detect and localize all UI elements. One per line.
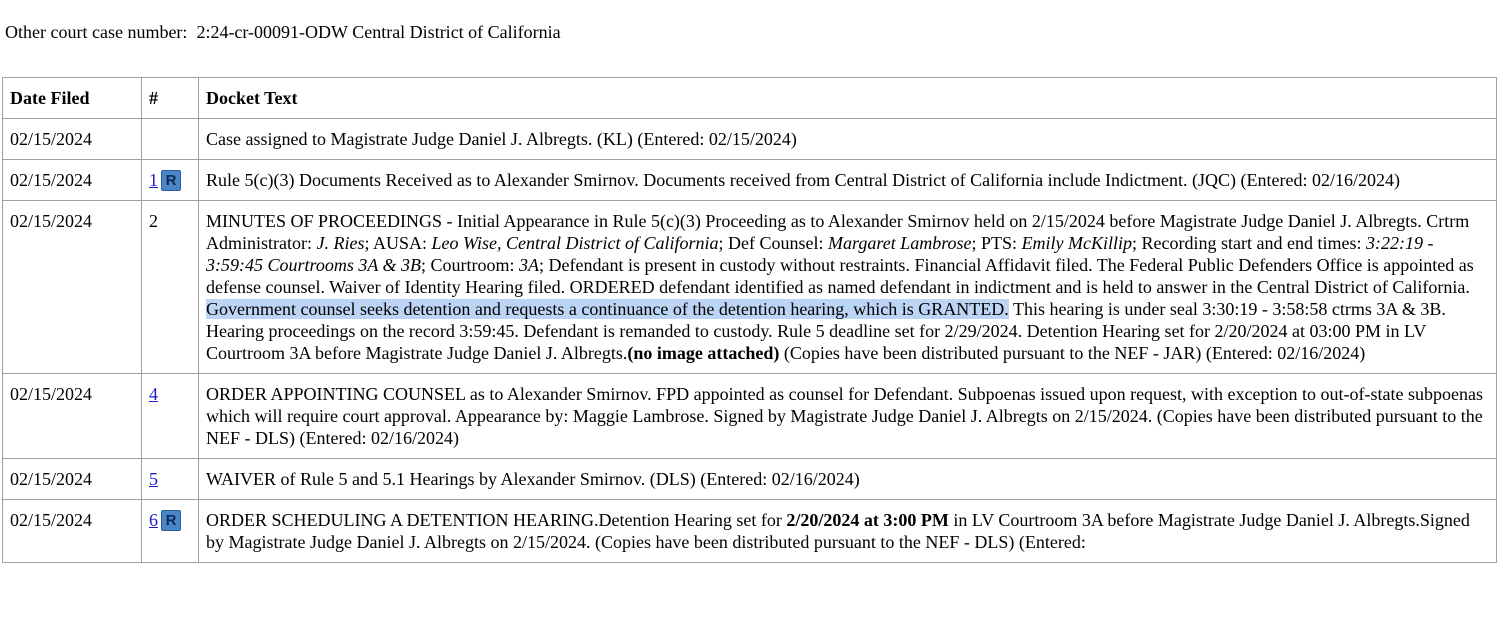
docket-row [3,500,1497,563]
docket-row [3,374,1497,459]
case-number-label: Other court case number: [5,22,188,42]
case-number-value: 2:24-cr-00091-ODW Central District of California [196,22,561,42]
header-number: # [142,78,199,119]
docket-row [3,459,1497,500]
docket-number-cell [142,459,199,500]
docket-text: Rule 5(c)(3) Documents Received as to Alexander Smirnov. Documents received from Central District of California include Indictment. (JQC) (Entered: 02/16/2024) [199,160,1497,201]
docket-text: MINUTES OF PROCEEDINGS - Initial Appearance in Rule 5(c)(3) Proceeding as to Alexander Smirnov held on 2/15/2024 before Magistrate Judge Daniel J. Albregts. Crtrm Administrator: J. Ries; AUSA: Leo Wise, Central District of California; Def Counsel: Margaret Lambrose; PTS: Emily McKillip; Recording start and end times: 3:22:19 - 3:59:45 Courtrooms 3A & 3B; Courtroom: 3A; Defendant is present in custody without restraints. Financial Affidavit filed. The Federal Public Defenders Office is appointed as defense counsel. Waiver of Identity Hearing filed. ORDERED defendant identified as named defendant in indictment and is held to answer in the Central District of California. Government counsel seeks detention and requests a continuance of the detention hearing, which is GRANTED. This hearing is under seal 3:30:19 - 3:58:58 ctrms 3A & 3B. Hearing proceedings on the record 3:59:45. Defendant is remanded to custody. Rule 5 deadline set for 2/29/2024. Detention Hearing set for 2/20/2024 at 03:00 PM in LV Courtroom 3A before Magistrate Judge Daniel J. Albregts.(no image attached) (Copies have been distributed pursuant to the NEF - JAR) (Entered: 02/16/2024) [199,201,1497,374]
docket-text: WAIVER of Rule 5 and 5.1 Hearings by Alexander Smirnov. (DLS) (Entered: 02/16/2024) [199,459,1497,500]
document-link-6[interactable]: 6 [149,510,158,530]
document-link-5[interactable]: 5 [149,469,158,489]
header-date-filed: Date Filed [3,78,142,119]
docket-number-cell [142,500,199,563]
restricted-badge-icon[interactable]: R [161,510,181,531]
date-filed: 02/15/2024 [3,160,142,201]
docket-text: ORDER APPOINTING COUNSEL as to Alexander Smirnov. FPD appointed as counsel for Defendant. Subpoenas issued upon request, with exception to out-of-state subpoenas which will require court approval. Appearance by: Maggie Lambrose. Signed by Magistrate Judge Daniel J. Albregts on 2/15/2024. (Copies have been distributed pursuant to the NEF - DLS) (Entered: 02/16/2024) [199,374,1497,459]
docket-number: 2 [142,201,199,374]
docket-row [3,119,1497,160]
docket-number-cell [142,160,199,201]
date-filed: 02/15/2024 [3,500,142,563]
highlighted-text: Government counsel seeks detention and requests a continuance of the detention hearing, which is GRANTED. [206,299,1009,319]
docket-table [2,77,1497,563]
restricted-badge-icon[interactable]: R [161,170,181,191]
header-docket-text: Docket Text [199,78,1497,119]
date-filed: 02/15/2024 [3,119,142,160]
docket-number-cell [142,374,199,459]
other-case-number [5,21,561,43]
docket-text: ORDER SCHEDULING A DETENTION HEARING.Detention Hearing set for 2/20/2024 at 3:00 PM in LV Courtroom 3A before Magistrate Judge Daniel J. Albregts.Signed by Magistrate Judge Daniel J. Albregts on 2/15/2024. (Copies have been distributed pursuant to the NEF - DLS) (Entered: [199,500,1497,563]
document-link-1[interactable]: 1 [149,170,158,190]
docket-text: Case assigned to Magistrate Judge Daniel J. Albregts. (KL) (Entered: 02/15/2024) [199,119,1497,160]
date-filed: 02/15/2024 [3,374,142,459]
date-filed: 02/15/2024 [3,201,142,374]
docket-row [3,201,1497,374]
document-link-4[interactable]: 4 [149,384,158,404]
docket-header-row [3,78,1497,119]
date-filed: 02/15/2024 [3,459,142,500]
docket-number [142,119,199,160]
docket-row [3,160,1497,201]
